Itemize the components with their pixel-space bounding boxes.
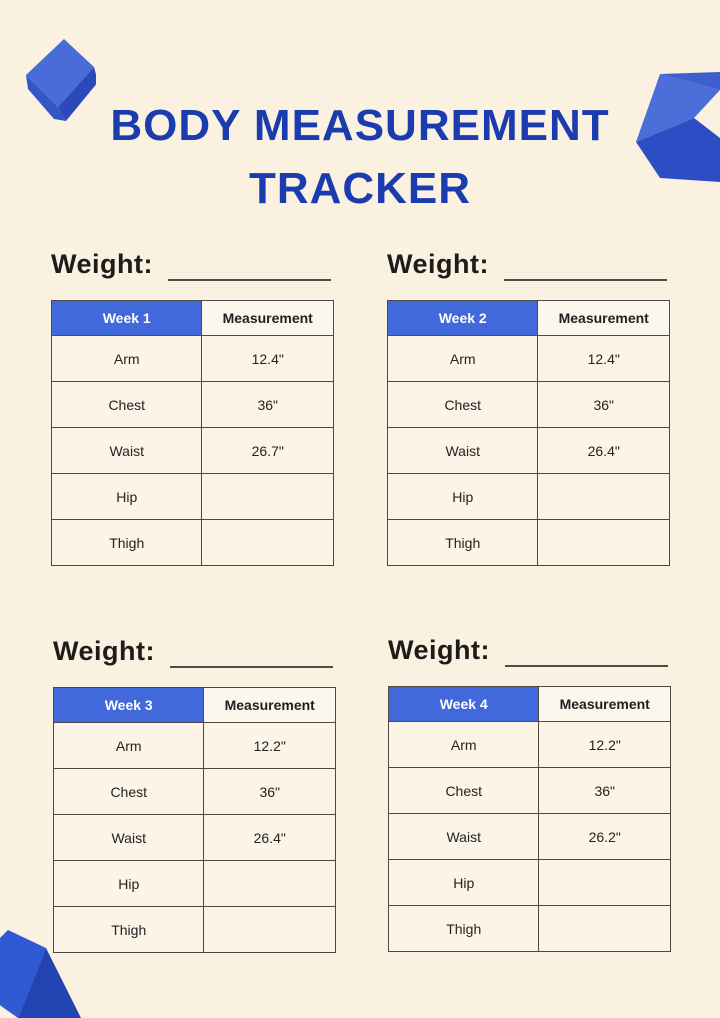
weight-row [388, 629, 671, 667]
body-part-cell: Waist [52, 428, 202, 474]
body-part-cell: Thigh [388, 520, 538, 566]
table-row [388, 428, 670, 474]
body-part-cell: Hip [54, 861, 204, 907]
week-header-cell: Week 1 [52, 301, 202, 336]
week-3-table [53, 687, 336, 953]
measurement-value-cell: 12.2" [539, 722, 671, 768]
measurement-value-cell: 36" [204, 769, 336, 815]
weight-fill-line [168, 247, 331, 281]
measurement-value-cell: 36" [539, 768, 671, 814]
body-part-cell: Hip [388, 474, 538, 520]
measurement-value-cell: 26.4" [538, 428, 670, 474]
weight-fill-line [170, 634, 333, 668]
body-part-cell: Hip [389, 860, 539, 906]
weight-fill-line [504, 247, 667, 281]
weight-row [387, 243, 670, 281]
measurement-value-cell [202, 520, 334, 566]
week-4-table [388, 686, 671, 952]
table-row [389, 722, 671, 768]
weight-fill-line [505, 633, 668, 667]
week-header-cell: Week 2 [388, 301, 538, 336]
table-row [388, 336, 670, 382]
table-row [388, 382, 670, 428]
body-part-cell: Chest [52, 382, 202, 428]
measurement-header-cell: Measurement [204, 688, 336, 723]
table-row [54, 907, 336, 953]
page-title-line2: TRACKER [248, 164, 472, 213]
measurement-header-cell: Measurement [539, 687, 671, 722]
measurement-value-cell: 36" [538, 382, 670, 428]
weight-row [53, 630, 336, 668]
body-part-cell: Chest [389, 768, 539, 814]
measurement-value-cell [204, 907, 336, 953]
measurement-value-cell [538, 520, 670, 566]
weight-row [51, 243, 334, 281]
weight-label: Weight: [388, 635, 490, 665]
body-part-cell: Arm [389, 722, 539, 768]
measurement-value-cell [539, 906, 671, 952]
body-part-cell: Thigh [389, 906, 539, 952]
table-header-row [52, 301, 334, 336]
week-header-cell: Week 4 [389, 687, 539, 722]
measurement-value-cell [204, 861, 336, 907]
table-row [54, 861, 336, 907]
body-part-cell: Arm [52, 336, 202, 382]
body-part-cell: Arm [54, 723, 204, 769]
measurement-value-cell [538, 474, 670, 520]
table-header-row [389, 687, 671, 722]
table-row [52, 336, 334, 382]
table-row [52, 474, 334, 520]
week-3-section [53, 630, 336, 953]
measurement-value-cell: 12.4" [202, 336, 334, 382]
week-1-table [51, 300, 334, 566]
table-row [389, 768, 671, 814]
weight-label: Weight: [53, 636, 155, 666]
table-header-row [388, 301, 670, 336]
measurement-value-cell: 26.7" [202, 428, 334, 474]
measurement-value-cell [202, 474, 334, 520]
measurement-value-cell: 12.2" [204, 723, 336, 769]
table-row [389, 906, 671, 952]
week-1-section [51, 243, 334, 566]
weight-label: Weight: [387, 249, 489, 279]
body-part-cell: Waist [54, 815, 204, 861]
body-part-cell: Thigh [54, 907, 204, 953]
measurement-header-cell: Measurement [538, 301, 670, 336]
page-title [0, 94, 720, 220]
week-header-cell: Week 3 [54, 688, 204, 723]
table-row [389, 860, 671, 906]
table-row [54, 815, 336, 861]
measurement-value-cell: 26.2" [539, 814, 671, 860]
body-part-cell: Chest [388, 382, 538, 428]
measurement-header-cell: Measurement [202, 301, 334, 336]
week-2-table [387, 300, 670, 566]
body-part-cell: Waist [388, 428, 538, 474]
table-row [52, 520, 334, 566]
table-row [388, 474, 670, 520]
table-row [54, 769, 336, 815]
week-2-section [387, 243, 670, 566]
table-row [388, 520, 670, 566]
measurement-value-cell [539, 860, 671, 906]
weight-label: Weight: [51, 249, 153, 279]
measurement-value-cell: 36" [202, 382, 334, 428]
table-row [52, 428, 334, 474]
body-part-cell: Thigh [52, 520, 202, 566]
table-row [54, 723, 336, 769]
measurement-value-cell: 12.4" [538, 336, 670, 382]
body-part-cell: Hip [52, 474, 202, 520]
table-row [52, 382, 334, 428]
body-part-cell: Waist [389, 814, 539, 860]
week-4-section [388, 629, 671, 952]
body-part-cell: Arm [388, 336, 538, 382]
page-title-line1: BODY MEASUREMENT [110, 101, 610, 150]
measurement-value-cell: 26.4" [204, 815, 336, 861]
body-part-cell: Chest [54, 769, 204, 815]
table-row [389, 814, 671, 860]
table-header-row [54, 688, 336, 723]
